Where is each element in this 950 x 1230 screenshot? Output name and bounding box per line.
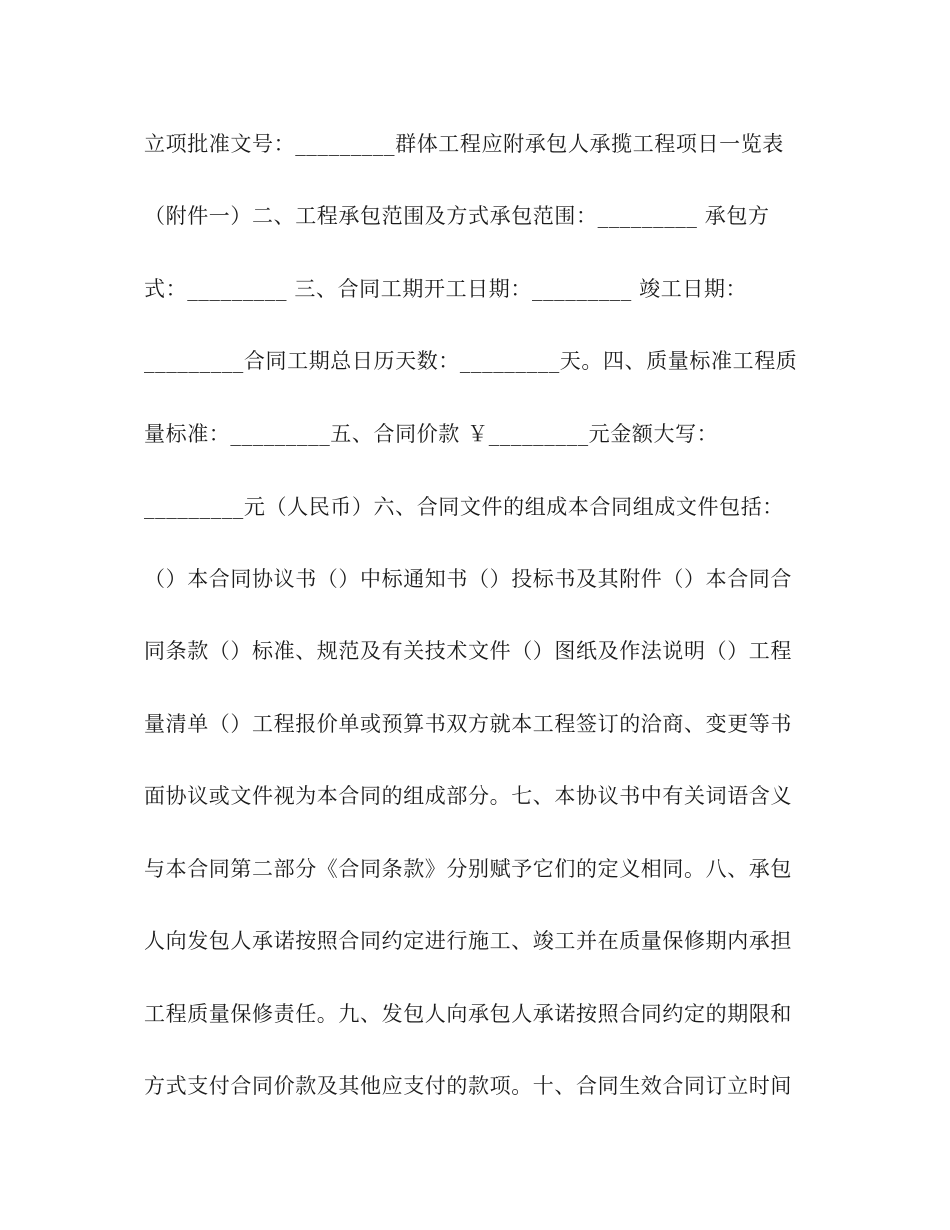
text-line: （）本合同协议书（）中标通知书（）投标书及其附件（）本合同合 (144, 567, 792, 591)
text-line: 量标准：_________五、合同价款 ￥_________元金额大写： (144, 422, 719, 446)
text-line: 工程质量保修责任。九、发包人向承包人承诺按照合同约定的期限和 (144, 1002, 792, 1026)
text-line: 同条款（）标准、规范及有关技术文件（）图纸及作法说明（）工程 (144, 639, 792, 663)
text-line: 量清单（）工程报价单或预算书双方就本工程签订的洽商、变更等书 (144, 712, 792, 736)
text-line: 人向发包人承诺按照合同约定进行施工、竣工并在质量保修期内承担 (144, 929, 792, 953)
text-line: 立项批准文号：_________群体工程应附承包人承揽工程项日一览表 (144, 132, 784, 156)
text-line: _________合同工期总日历天数：_________天。四、质量标准工程质 (144, 349, 798, 373)
text-line: 面协议或文件视为本合同的组成部分。七、本协议书中有关词语含义 (144, 784, 792, 808)
text-line: _________元（人民币）六、合同文件的组成本合同组成文件包括： (144, 495, 784, 519)
text-line: 方式支付合同价款及其他应支付的款项。十、合同生效合同订立时间 (144, 1074, 792, 1098)
text-line: 式：_________ 三、合同工期开工日期：_________ 竣工日期： (144, 277, 748, 301)
text-line: （附件一）二、工程承包范围及方式承包范围：_________ 承包方 (144, 204, 770, 228)
text-line: 与本合同第二部分《合同条款》分别赋予它们的定义相同。八、承包 (144, 857, 792, 881)
